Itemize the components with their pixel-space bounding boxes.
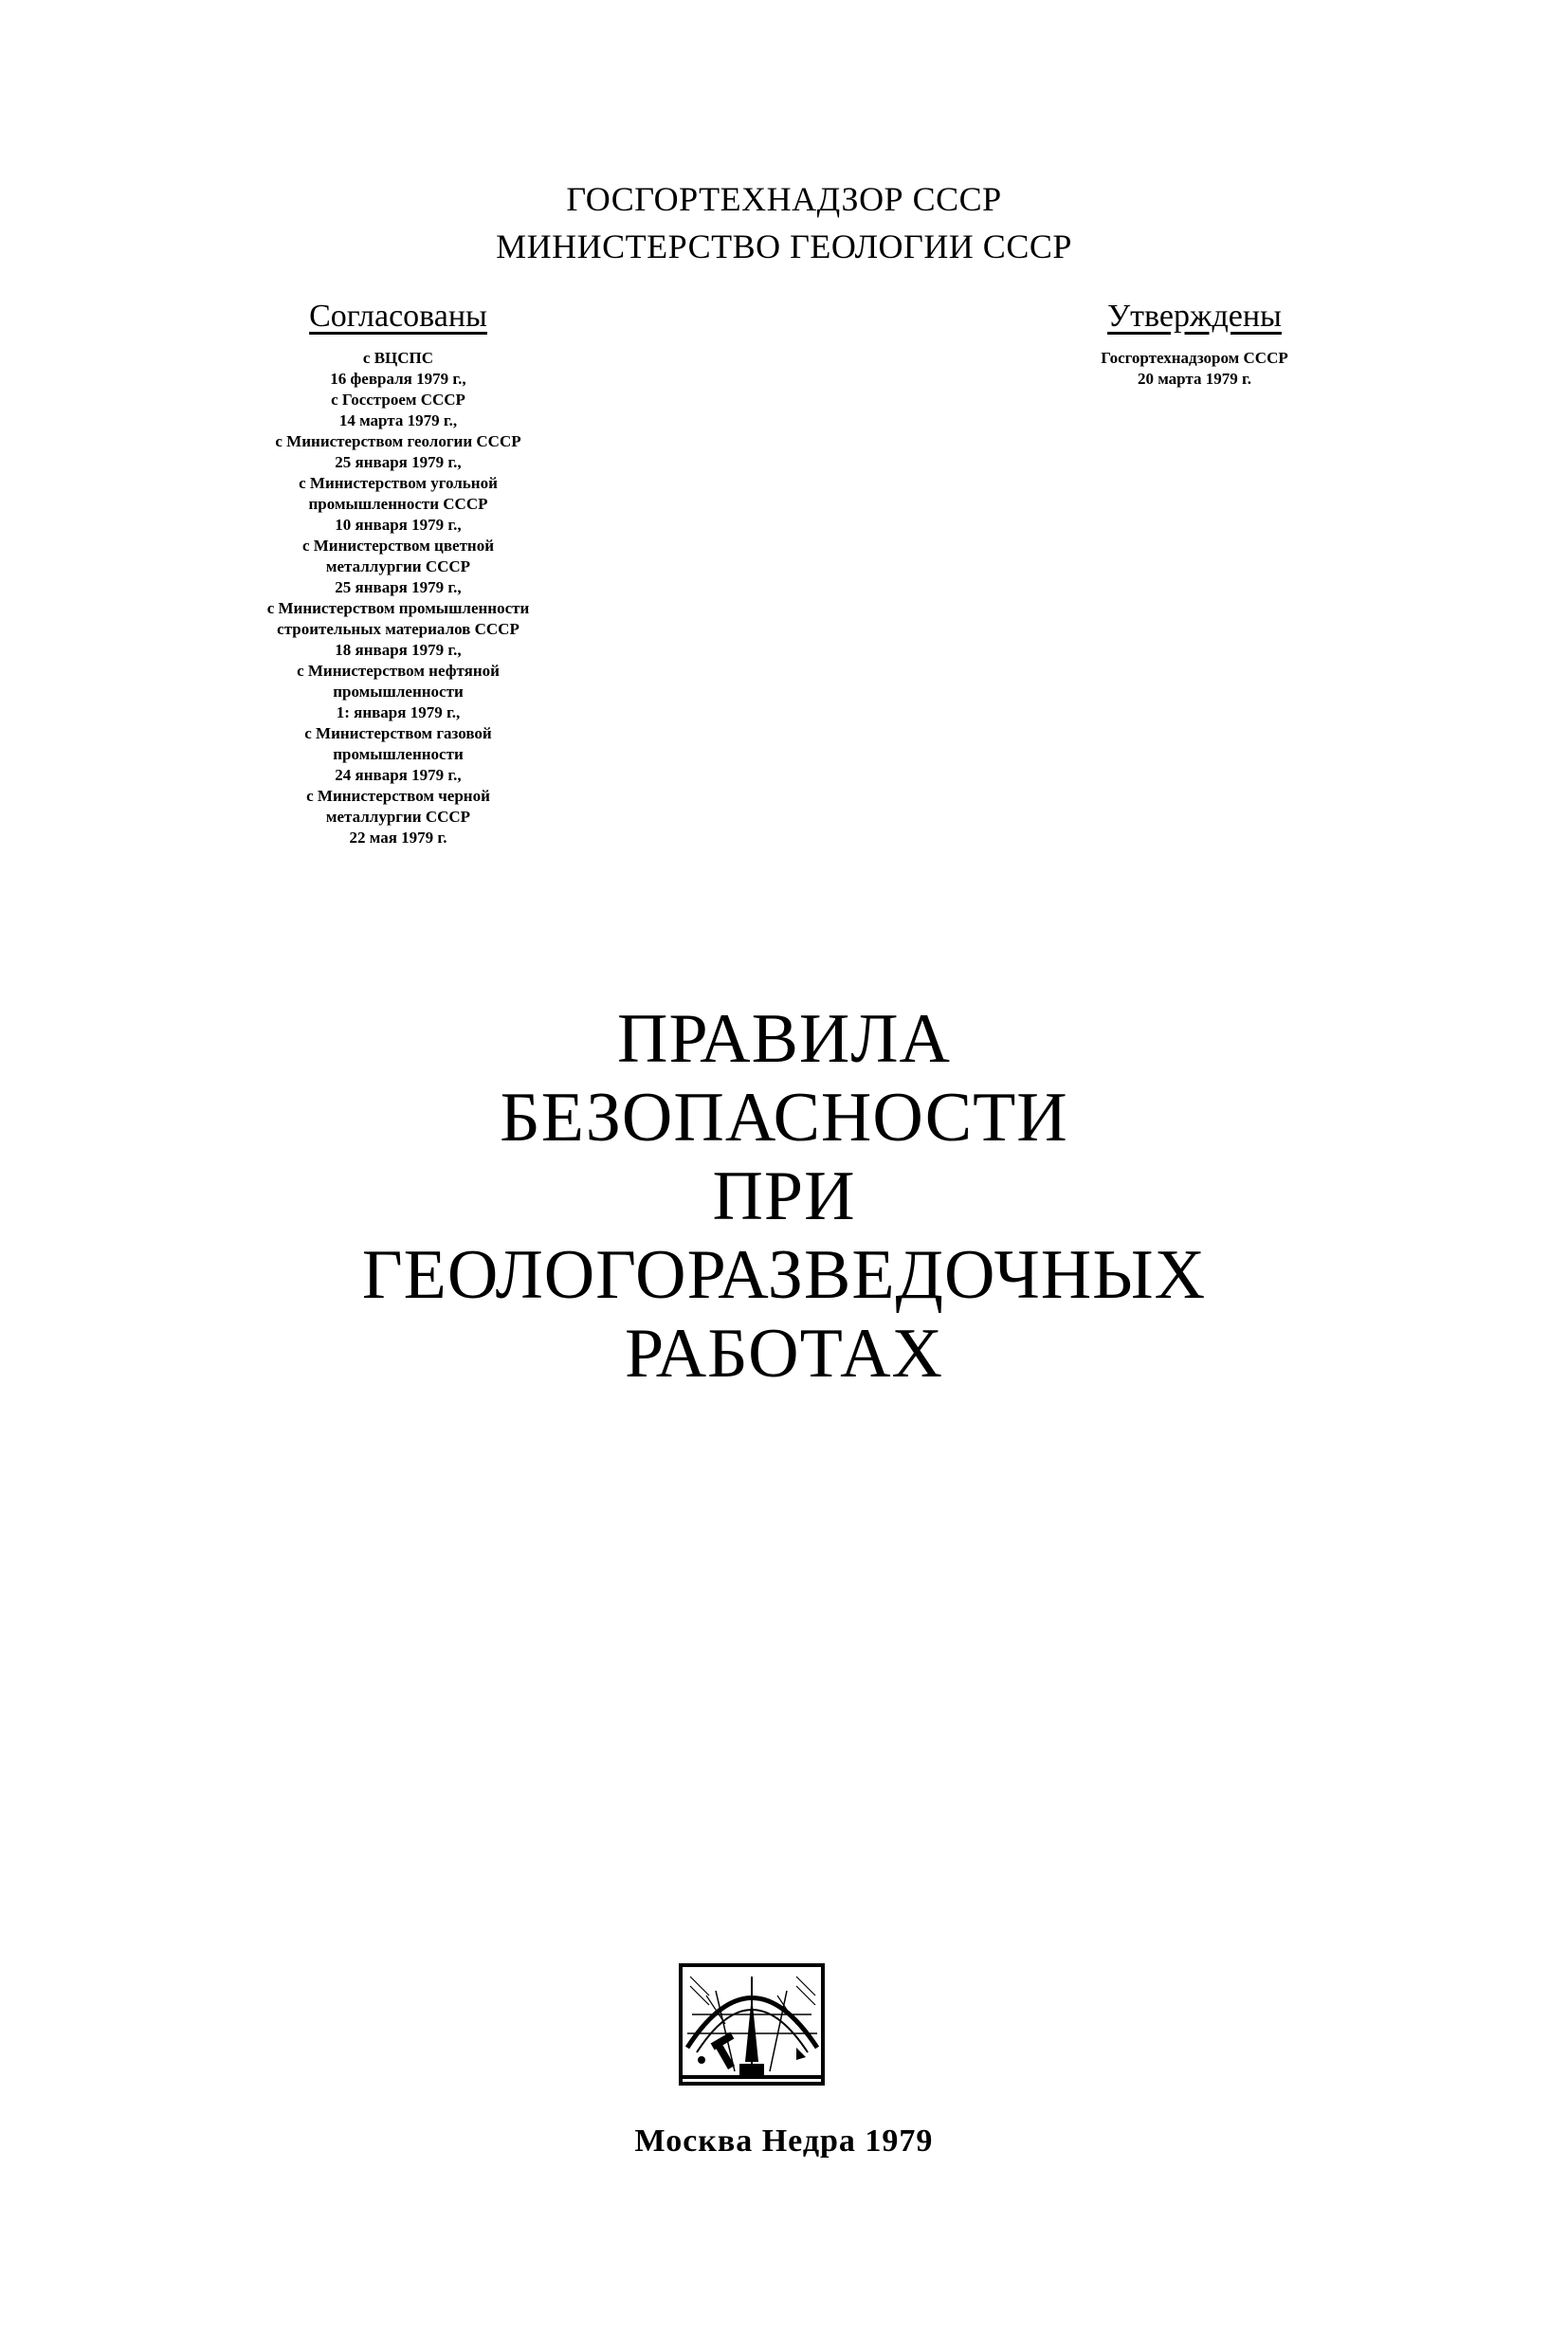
approved-heading: Утверждены	[1107, 299, 1282, 334]
agreed-block	[199, 299, 597, 848]
agreed-entry: 14 марта 1979 г.,	[338, 411, 458, 429]
agreed-entry: с Министерством цветной	[301, 537, 495, 555]
document-title	[0, 1000, 1568, 1394]
agreed-entry: с Министерством промышленности	[266, 599, 530, 617]
agreed-entry: с Министерством газовой	[304, 724, 492, 742]
authority-line: МИНИСТЕРСТВО ГЕОЛОГИИ СССР	[496, 228, 1072, 265]
agreed-entry: с Министерством угольной	[299, 474, 498, 492]
publication-imprint: Москва Недра 1979	[634, 2123, 934, 2159]
authority-line: ГОСГОРТЕХНАДЗОР СССР	[566, 180, 1002, 218]
agreed-entry: с Министерством геологии СССР	[275, 432, 521, 450]
agreed-heading: Согласованы	[309, 299, 487, 334]
agreed-entry: металлургии СССР	[325, 557, 471, 575]
approved-block	[1052, 299, 1337, 390]
agreed-entry: 16 февраля 1979 г.,	[330, 370, 466, 388]
agreed-entry: промышленности	[333, 683, 464, 701]
title-line: БЕЗОПАСНОСТИ	[500, 1079, 1068, 1157]
agreed-entry: 22 мая 1979 г.	[349, 829, 447, 847]
title-line: ПРАВИЛА	[617, 1000, 951, 1078]
agreed-entry: промышленности	[333, 745, 464, 763]
agreed-entry: строительных материалов СССР	[277, 620, 520, 638]
agreed-entry: 1: января 1979 г.,	[336, 703, 461, 721]
agreed-entry: 18 января 1979 г.,	[335, 641, 462, 659]
approved-entries	[1052, 348, 1337, 390]
title-line: РАБОТАХ	[625, 1315, 943, 1393]
agreed-entry: промышленности СССР	[308, 495, 488, 513]
approved-entry: Госгортехнадзором СССР	[1101, 349, 1288, 367]
title-line: ПРИ	[712, 1157, 856, 1235]
publisher-emblem-icon	[664, 1958, 834, 2095]
agreed-entry: 24 января 1979 г.,	[335, 766, 462, 784]
approved-entry: 20 марта 1979 г.	[1137, 370, 1252, 388]
agreed-entry: с ВЦСПС	[362, 349, 434, 367]
agreed-entry: 25 января 1979 г.,	[335, 453, 462, 471]
agreed-entry: 25 января 1979 г.,	[335, 578, 462, 596]
agreed-entry: с Министерством черной	[306, 787, 490, 805]
agreed-entry: с Госстроем СССР	[331, 391, 465, 409]
agreed-entry: с Министерством нефтяной	[297, 662, 500, 680]
agreed-entry: металлургии СССР	[325, 808, 471, 826]
agreed-entries	[199, 348, 597, 848]
agreed-entry: 10 января 1979 г.,	[335, 516, 462, 534]
issuing-authorities	[0, 175, 1568, 270]
title-line: ГЕОЛОГОРАЗВЕДОЧНЫХ	[361, 1236, 1207, 1314]
